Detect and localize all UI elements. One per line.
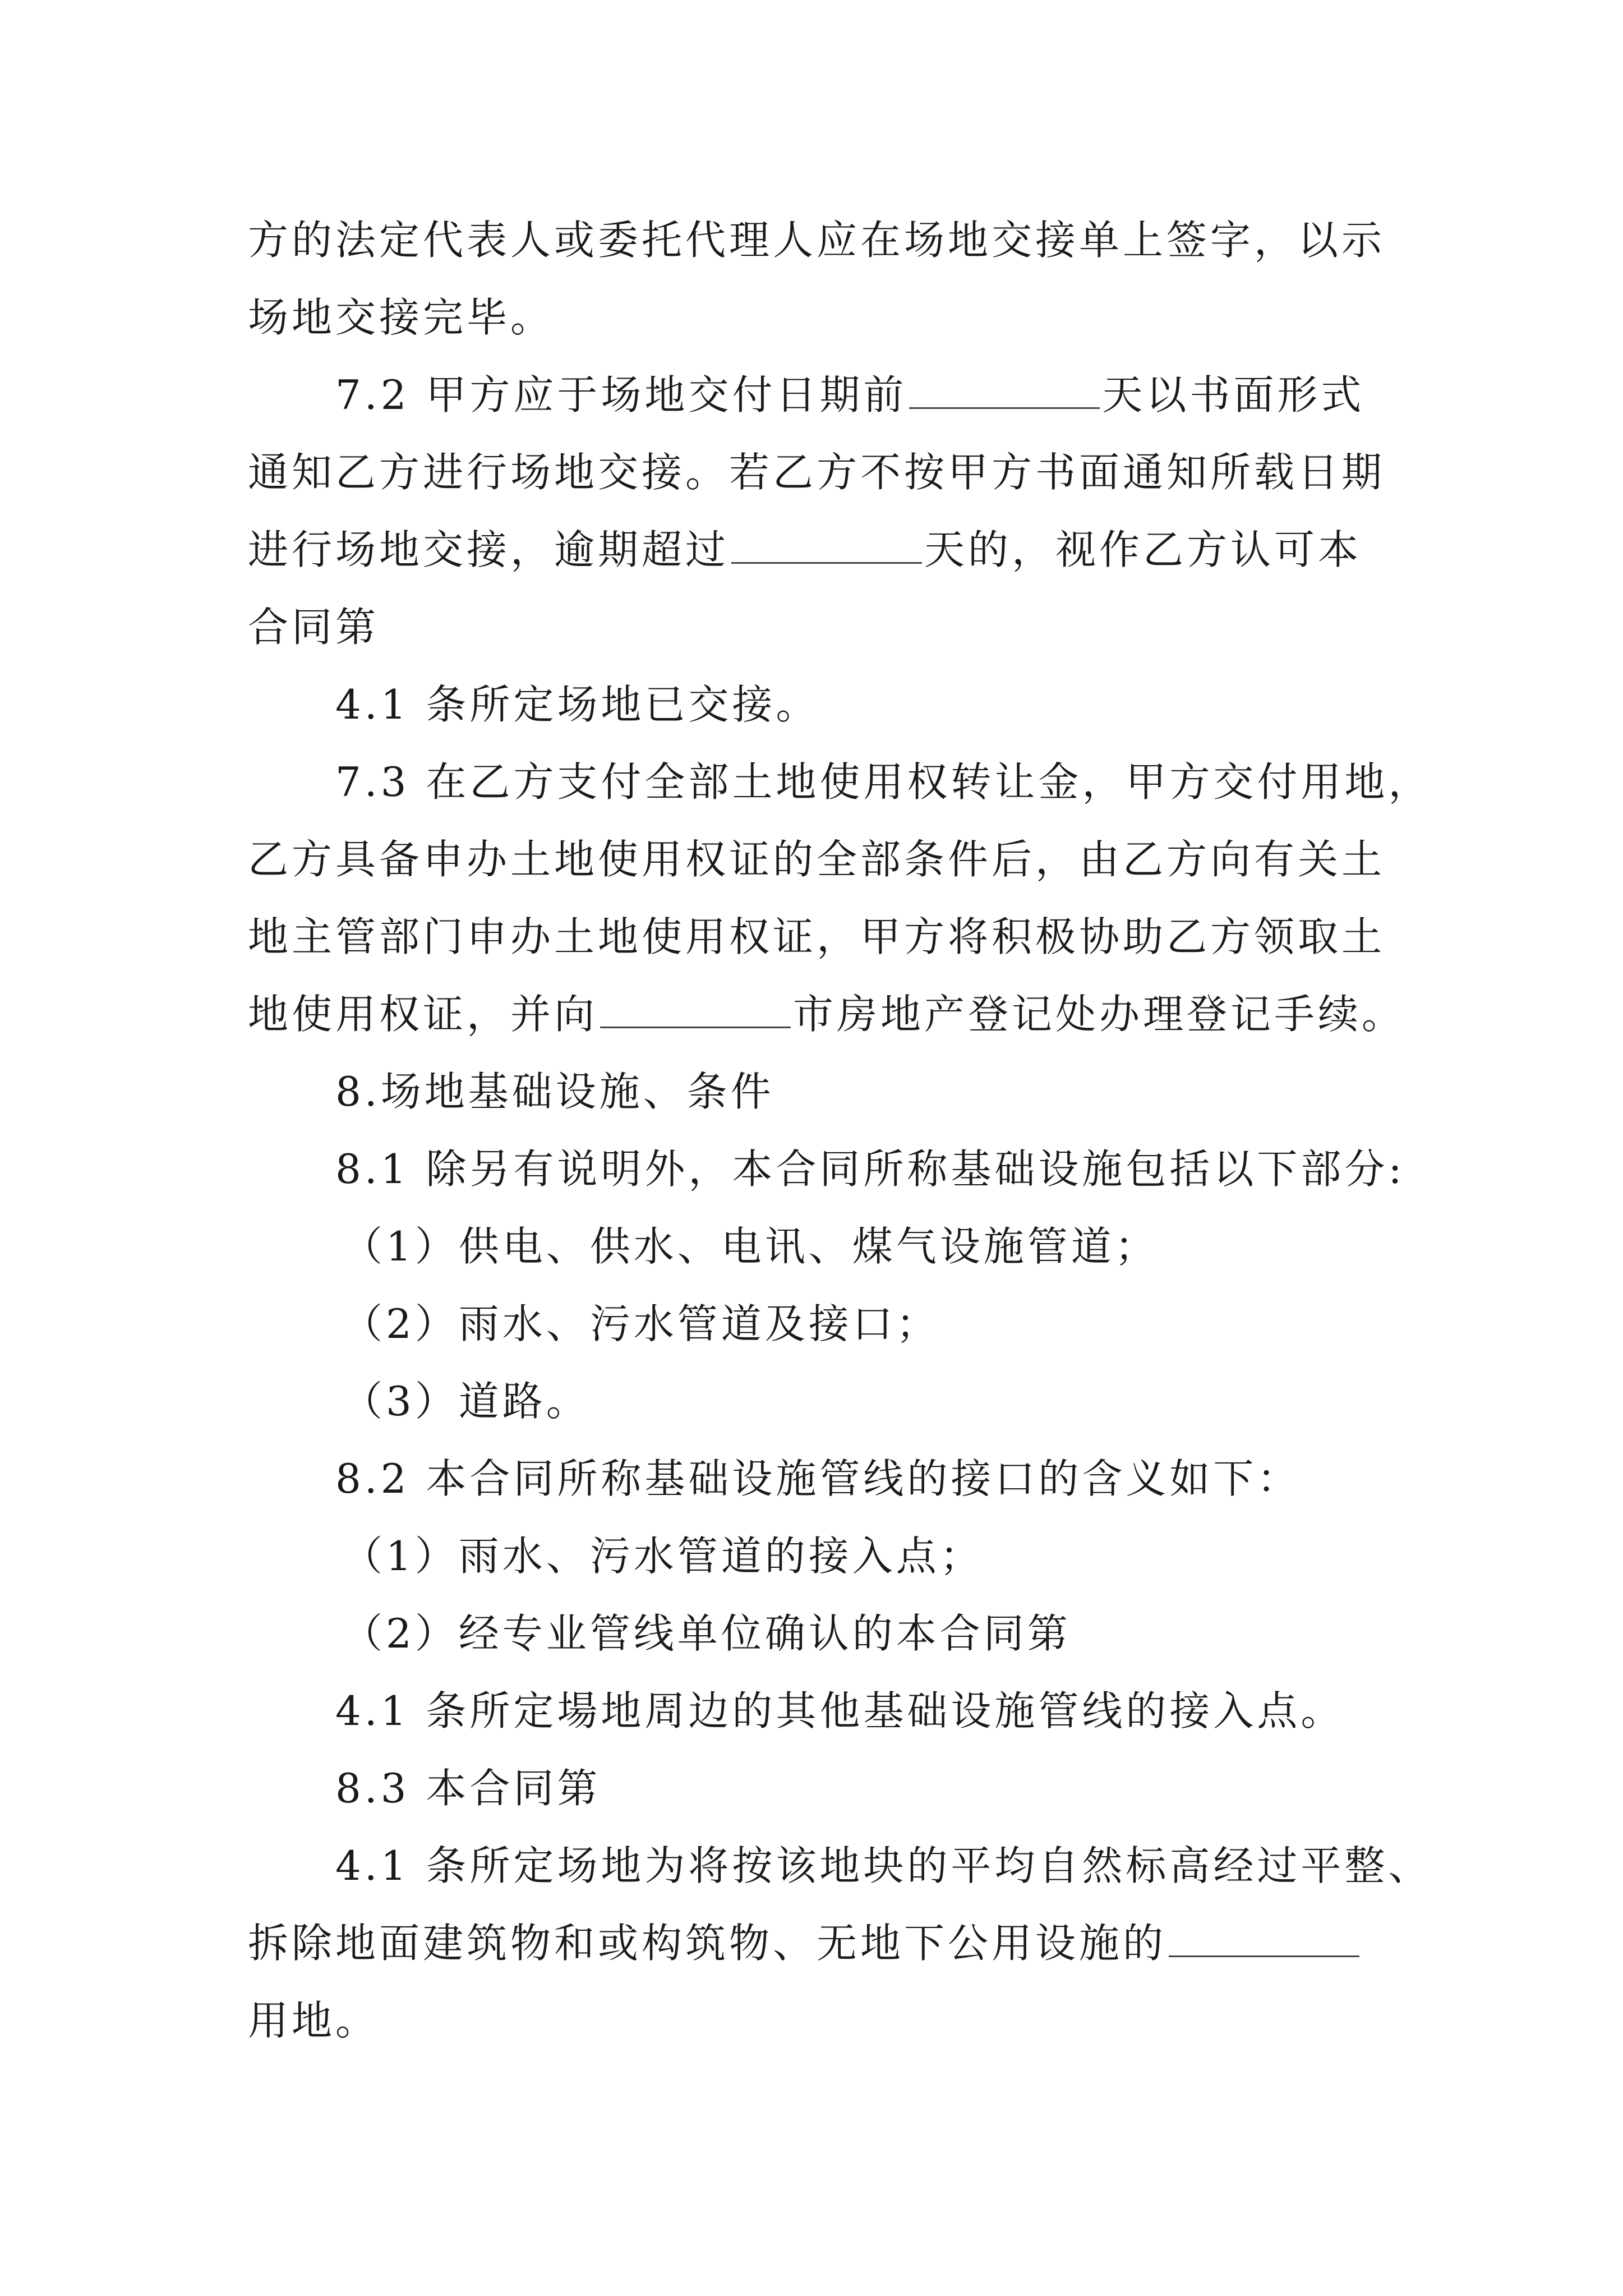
section-heading (335, 1065, 774, 1119)
fill-blank (909, 368, 1100, 409)
paragraph-line (248, 213, 1385, 267)
list-item (342, 1374, 590, 1428)
line-text: 天以书面形式 (1102, 371, 1365, 418)
line-text: 天的，视作乙方认可本 (924, 526, 1362, 573)
paragraph-line (248, 910, 1385, 964)
paragraph-line (248, 1916, 1362, 1970)
paragraph-line (248, 291, 554, 344)
line-text: （2）雨水、污水管道及接口； (342, 1300, 940, 1347)
line-text: 乙方具备申办土地使用权证的全部条件后，由乙方向有关土 (248, 836, 1386, 883)
paragraph-line (248, 832, 1385, 886)
line-text: 场地交接完毕。 (248, 294, 555, 341)
list-item (342, 1220, 1159, 1273)
line-text: 市房地产登记处办理登记手续。 (793, 991, 1406, 1038)
list-item (342, 1297, 940, 1351)
line-text: （3）道路。 (342, 1378, 590, 1425)
paragraph-line (335, 1684, 1344, 1738)
line-text: 8.2 本合同所称基础设施管线的接口的含义如下： (335, 1455, 1301, 1502)
line-text: 8.3 本合同第 (335, 1765, 601, 1812)
line-text: 8.1 除另有说明外，本合同所称基础设施包括以下部分: (335, 1145, 1405, 1193)
line-text: 7.2 甲方应于场地交付日期前 (335, 371, 907, 418)
line-text: 合同第 (248, 604, 380, 651)
line-text: 用地。 (248, 1997, 380, 2044)
line-text: 4.1 条所定場地周边的其他基础设施管线的接入点。 (335, 1687, 1345, 1734)
list-item (342, 1607, 1071, 1660)
paragraph-line (335, 678, 819, 731)
line-text: 进行场地交接，逾期超过 (248, 526, 730, 573)
clause-8-3-line (335, 1761, 601, 1815)
line-text: （1）雨水、污水管道的接入点； (342, 1533, 984, 1580)
line-text: 7.3 在乙方支付全部土地使用权转让金，甲方交付用地， (335, 758, 1432, 806)
list-item (342, 1529, 984, 1583)
line-text: （1）供电、供水、电讯、煤气设施管道； (342, 1223, 1159, 1270)
clause-8-1-line (335, 1142, 1405, 1196)
clause-8-2-line (335, 1452, 1301, 1506)
paragraph-line (248, 1994, 379, 2047)
paragraph-line (248, 600, 379, 654)
line-text: 4.1 条所定场地为将按该地块的平均自然标高经过平整、 (335, 1842, 1432, 1889)
clause-7-2-line (335, 368, 1364, 422)
paragraph-line (335, 1839, 1432, 1893)
fill-blank (731, 523, 922, 564)
paragraph-line (248, 523, 1362, 577)
line-text: 地使用权证，并向 (248, 991, 598, 1038)
line-text: （2）经专业管线单位确认的本合同第 (342, 1610, 1071, 1657)
paragraph-line (248, 987, 1405, 1041)
line-text: 地主管部门申办土地使用权证，甲方将积极协助乙方领取土 (248, 913, 1386, 960)
line-text: 拆除地面建筑物和或构筑物、无地下公用设施的 (248, 1920, 1167, 1967)
line-text: 方的法定代表人或委托代理人应在场地交接单上签字，以示 (248, 217, 1386, 264)
paragraph-line (248, 445, 1385, 499)
line-text: 8.场地基础设施、条件 (335, 1068, 774, 1115)
fill-blank (1169, 1916, 1359, 1957)
fill-blank (600, 987, 791, 1028)
line-text: 通知乙方进行场地交接。若乙方不按甲方书面通知所载日期 (248, 449, 1386, 496)
line-text: 4.1 条所定场地已交接。 (335, 681, 820, 728)
clause-7-3-line (335, 755, 1432, 809)
